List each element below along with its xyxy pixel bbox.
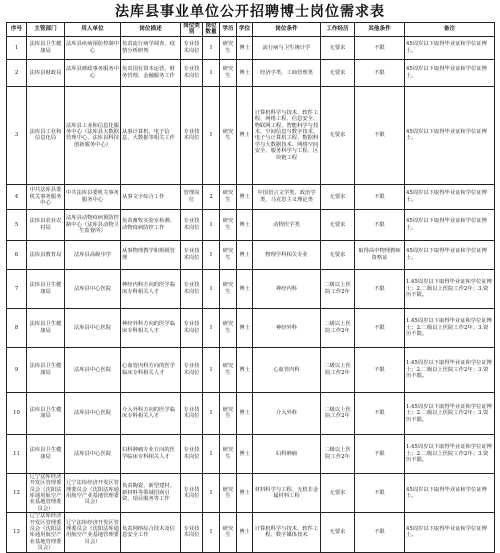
cell-conditions: 流行病与卫生统计学 [253, 36, 321, 59]
cell-count: 2 [203, 184, 220, 209]
cell-other: 不限 [355, 86, 405, 184]
cell-category: 专业技术岗位 [181, 392, 203, 434]
cell-remarks: 45周岁以下取得毕业证和学位证博士。 [405, 59, 495, 86]
cell-dept: 法库县财政局 [27, 59, 65, 86]
cell-remarks: 1.45周岁以下取得毕业证和学位证博士；2.二级以上医院工作2年；3.资历不限。 [405, 308, 495, 347]
cell-other: 不限 [355, 59, 405, 86]
cell-remarks: 45周岁以下取得毕业证和学位证博士。 [405, 473, 495, 512]
cell-education: 研究生 [220, 59, 237, 86]
cell-unit: 法库县中心医院 [65, 308, 121, 347]
cell-degree: 博士 [237, 36, 253, 59]
cell-degree: 博士 [237, 513, 253, 552]
table-row [7, 36, 495, 59]
table-row [7, 240, 495, 269]
cell-education: 研究生 [220, 392, 237, 434]
cell-education: 研究生 [220, 473, 237, 512]
cell-other: 不限 [355, 36, 405, 59]
cell-desc: 负责国有资本运营、财务管理、金融服务工作 [121, 59, 181, 86]
cell-category: 专业技术岗位 [181, 209, 203, 240]
cell-unit: 法库县高级中学 [65, 240, 121, 269]
cell-unit: 法库县动物疫病预防控制中心（法库县动物卫生监督所） [65, 209, 121, 240]
cell-education: 研究生 [220, 513, 237, 552]
cell-category: 专业技术岗位 [181, 513, 203, 552]
cell-seq: 5 [7, 209, 27, 240]
cell-desc: 心血管内科方向的医学临床专科相关人才 [121, 347, 181, 392]
cell-count: 1 [203, 86, 220, 184]
cell-conditions: 妇科肿瘤 [253, 434, 321, 473]
cell-seq: 1 [7, 36, 27, 59]
header-remarks: 备注 [405, 23, 495, 37]
cell-remarks: 1.45周岁以下取得毕业证和学位证博士；2.二级以上医院工作2年；3.资历不限。 [405, 434, 495, 473]
cell-education: 研究生 [220, 308, 237, 347]
header-degree: 学位 [237, 23, 253, 37]
cell-degree: 博士 [237, 86, 253, 184]
table-row [7, 473, 495, 512]
table-row [7, 184, 495, 209]
cell-dept: 辽宁法库经济开发区管理委员会（沈阳法库通用航空产业基地管理委员会） [27, 473, 65, 512]
cell-other: 不限 [355, 308, 405, 347]
cell-dept: 法库县工业和信息化局 [27, 86, 65, 184]
cell-category: 专业技术岗位 [181, 473, 203, 512]
cell-education: 研究生 [220, 184, 237, 209]
cell-other: 不限 [355, 392, 405, 434]
cell-experience: 无要求 [321, 184, 355, 209]
cell-conditions: 材料科学与工程、无机非金属材料工程 [253, 473, 321, 512]
table-row [7, 269, 495, 308]
cell-experience: 无要求 [321, 36, 355, 59]
cell-dept: 中共法库县委机关事务服务中心 [27, 184, 65, 209]
cell-dept: 法库县卫生健康局 [27, 269, 65, 308]
cell-degree: 博士 [237, 308, 253, 347]
cell-seq: 2 [7, 59, 27, 86]
cell-category: 专业技术岗位 [181, 347, 203, 392]
cell-conditions: 动物医学类 [253, 209, 321, 240]
header-dept: 主管部门 [27, 23, 65, 37]
cell-unit: 辽宁法库经济开发区管理委员会（沈阳法库通用航空产业基地管理委员会） [65, 513, 121, 552]
cell-other: 不限 [355, 434, 405, 473]
table-row [7, 434, 495, 473]
cell-other: 不限 [355, 269, 405, 308]
cell-count: 1 [203, 240, 220, 269]
cell-remarks: 45周岁以下取得毕业证和学位证博士。 [405, 240, 495, 269]
cell-dept: 法库县卫生健康局 [27, 392, 65, 434]
cell-conditions: 神经外科 [253, 308, 321, 347]
cell-seq: 13 [7, 513, 27, 552]
cell-other: 不限 [355, 347, 405, 392]
cell-count: 1 [203, 269, 220, 308]
cell-seq: 12 [7, 473, 27, 512]
cell-unit: 法库县财政事务服务中心 [65, 59, 121, 86]
cell-desc: 从事物理教学和班级管理 [121, 240, 181, 269]
cell-desc: 从事文字综合工作 [121, 184, 181, 209]
cell-degree: 博士 [237, 184, 253, 209]
cell-unit: 法库县疾病预防控制中心 [65, 36, 121, 59]
cell-experience: 二级以上医院工作2年 [321, 269, 355, 308]
cell-conditions: 计算机科学与技术、软件工程、网络工程、信息安全、物联网工程、智能科学与技术、空间信息与数字技术、电子与计算机工程、数据科学与大数据技术、网络空间安全、服务科学与工程、区块链工程 [253, 86, 321, 184]
table-row [7, 308, 495, 347]
cell-conditions: 物理学科相关专业 [253, 240, 321, 269]
header-unit: 用人单位 [65, 23, 121, 37]
header-experience: 工作经历 [321, 23, 355, 37]
cell-desc: 介入外科方向的医学临床专科相关人才 [121, 392, 181, 434]
cell-category: 管理岗位 [181, 184, 203, 209]
table-row [7, 513, 495, 552]
cell-desc: 神经外科方向的医学临床专科相关人才 [121, 308, 181, 347]
cell-experience: 无要求 [321, 473, 355, 512]
header-seq: 序号 [7, 23, 27, 37]
cell-experience: 无要求 [321, 513, 355, 552]
cell-category: 专业技术岗位 [181, 434, 203, 473]
cell-experience: 无要求 [321, 240, 355, 269]
cell-dept: 法库县农业农村局 [27, 209, 65, 240]
cell-desc: 负责网络综合技术及信息安全工作 [121, 513, 181, 552]
cell-category: 专业技术岗位 [181, 59, 203, 86]
cell-education: 研究生 [220, 347, 237, 392]
cell-seq: 6 [7, 240, 27, 269]
header-count: 岗位数量 [203, 23, 220, 37]
cell-conditions: 神经内科 [253, 269, 321, 308]
cell-education: 研究生 [220, 36, 237, 59]
cell-unit: 法库县中心医院 [65, 392, 121, 434]
cell-remarks: 45周岁以下取得毕业证和学位证博士。 [405, 209, 495, 240]
cell-degree: 博士 [237, 434, 253, 473]
cell-dept: 法库县卫生健康局 [27, 36, 65, 59]
cell-education: 研究生 [220, 86, 237, 184]
cell-count: 1 [203, 209, 220, 240]
cell-count: 1 [203, 473, 220, 512]
cell-education: 研究生 [220, 269, 237, 308]
cell-remarks: 1.45周岁以下取得毕业证和学位证博士；2.二级以上医院工作2年；3.资历不限。 [405, 269, 495, 308]
cell-experience: 无要求 [321, 86, 355, 184]
recruitment-table [6, 22, 495, 553]
cell-conditions: 心血管内科 [253, 347, 321, 392]
cell-seq: 4 [7, 184, 27, 209]
cell-remarks: 45周岁以下取得毕业证和学位证博士。 [405, 86, 495, 184]
cell-degree: 博士 [237, 347, 253, 392]
cell-category: 专业技术岗位 [181, 86, 203, 184]
header-education: 学历 [220, 23, 237, 37]
cell-degree: 博士 [237, 240, 253, 269]
cell-dept: 法库县卫生健康局 [27, 308, 65, 347]
cell-other: 不限 [355, 513, 405, 552]
cell-conditions: 计算机科学与技术、软件工程、数字媒体技术 [253, 513, 321, 552]
cell-other: 取得高中物理教师资格证 [355, 240, 405, 269]
cell-seq: 7 [7, 269, 27, 308]
table-row [7, 209, 495, 240]
cell-experience: 二级以上医院工作2年 [321, 434, 355, 473]
cell-category: 专业技术岗位 [181, 308, 203, 347]
cell-category: 专业技术岗位 [181, 240, 203, 269]
cell-remarks: 45周岁以下取得毕业证和学位证博士。 [405, 513, 495, 552]
cell-unit: 法库县中心医院 [65, 347, 121, 392]
cell-count: 1 [203, 36, 220, 59]
cell-desc: 负责畜牧实验室检测、动物疫病防控工作 [121, 209, 181, 240]
table-row [7, 86, 495, 184]
cell-seq: 8 [7, 308, 27, 347]
cell-seq: 3 [7, 86, 27, 184]
cell-unit: 法库县中心医院 [65, 269, 121, 308]
cell-category: 专业技术岗位 [181, 269, 203, 308]
cell-seq: 11 [7, 434, 27, 473]
cell-experience: 二级以上医院工作2年 [321, 392, 355, 434]
cell-unit: 辽宁法库经济开发区管理委员会（沈阳法库通用航空产业基地管理委员会） [65, 473, 121, 512]
cell-remarks: 45周岁以下取得毕业证和学位证博士。 [405, 184, 495, 209]
cell-dept: 法库县卫生健康局 [27, 434, 65, 473]
table-row [7, 347, 495, 392]
cell-count: 1 [203, 308, 220, 347]
cell-dept: 法库县卫生健康局 [27, 347, 65, 392]
header-other: 其他条件 [355, 23, 405, 37]
header-conditions: 岗位条件 [253, 23, 321, 37]
cell-dept: 法库县教育局 [27, 240, 65, 269]
cell-desc: 从事计算机、电子信息、大数据等相关工作 [121, 86, 181, 184]
document-title: 法库县事业单位公开招聘博士岗位需求表 [115, 4, 385, 20]
cell-remarks: 1.45周岁以下取得毕业证和学位证博士；2.二级以上医院工作2年；3.资历不限。 [405, 347, 495, 392]
cell-seq: 10 [7, 392, 27, 434]
cell-education: 研究生 [220, 434, 237, 473]
cell-conditions: 介入外科 [253, 392, 321, 434]
table-row [7, 59, 495, 86]
table-header-row [7, 23, 495, 37]
cell-other: 不限 [355, 184, 405, 209]
cell-unit: 法库县中心医院 [65, 434, 121, 473]
cell-degree: 博士 [237, 473, 253, 512]
table-row [7, 392, 495, 434]
cell-education: 研究生 [220, 209, 237, 240]
header-category: 岗位类别 [181, 23, 203, 37]
cell-dept: 辽宁法库经济开发区管理委员会（沈阳法库通用航空产业基地管理委员会） [27, 513, 65, 552]
cell-unit: 法库县工业和信息化服务中心（法库县大数据管理中心、法库县科技创新服务中心） [65, 86, 121, 184]
cell-remarks: 1.45周岁以下取得毕业证和学位证博士；2.二级以上医院工作2年；3.资历不限。 [405, 392, 495, 434]
cell-seq: 9 [7, 347, 27, 392]
cell-unit: 中共法库县委机关事务服务中心 [65, 184, 121, 209]
cell-count: 1 [203, 513, 220, 552]
cell-degree: 博士 [237, 269, 253, 308]
cell-conditions: 中国语言文学类、政治学类、马克思主义理论类 [253, 184, 321, 209]
cell-degree: 博士 [237, 209, 253, 240]
cell-degree: 博士 [237, 392, 253, 434]
cell-count: 1 [203, 59, 220, 86]
cell-experience: 二级以上医院工作2年 [321, 347, 355, 392]
cell-count: 1 [203, 434, 220, 473]
header-desc: 岗位描述 [121, 23, 181, 37]
cell-conditions: 经济学类、工商管理类 [253, 59, 321, 86]
cell-count: 1 [203, 347, 220, 392]
cell-category: 专业技术岗位 [181, 36, 203, 59]
cell-desc: 负责流行病学调查、疫情分析研判 [121, 36, 181, 59]
cell-desc: 妇科肿瘤专业方向的医学临床专科相关人才 [121, 434, 181, 473]
cell-degree: 博士 [237, 59, 253, 86]
cell-desc: 负责陶瓷、新型建材、新材料等领域招商引资、项目服务等工作 [121, 473, 181, 512]
cell-count: 1 [203, 392, 220, 434]
cell-other: 不限 [355, 209, 405, 240]
cell-remarks: 45周岁以下取得毕业证和学位证博士。 [405, 36, 495, 59]
cell-experience: 无要求 [321, 209, 355, 240]
cell-experience: 无要求 [321, 59, 355, 86]
cell-desc: 神经内科方向的医学临床专科相关人才 [121, 269, 181, 308]
cell-education: 研究生 [220, 240, 237, 269]
cell-other: 不限 [355, 473, 405, 512]
cell-experience: 二级以上医院工作2年 [321, 308, 355, 347]
